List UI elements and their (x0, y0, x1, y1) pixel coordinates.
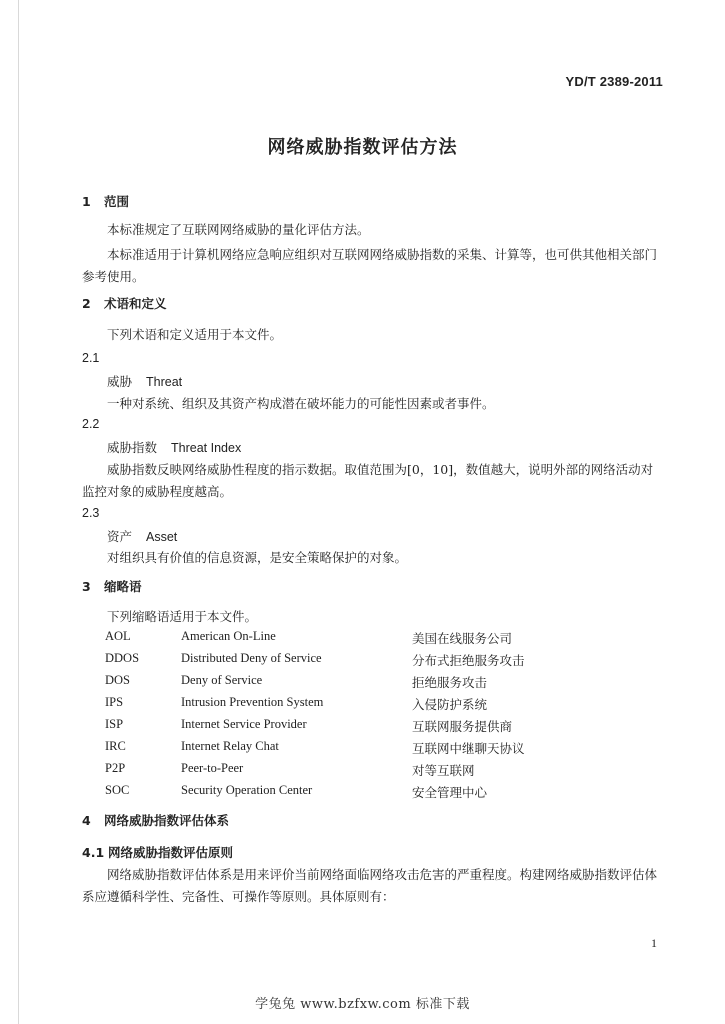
section-3-heading (82, 577, 142, 595)
term-2-3-number: 2.3 (82, 506, 100, 520)
section-2-heading (82, 294, 167, 312)
section-title: 范围 (104, 194, 130, 209)
section-1-paragraph-1: 本标准规定了互联网网络威胁的量化评估方法。 (107, 222, 370, 237)
section-4-1-heading (82, 843, 233, 861)
term-2-2-definition: 威胁指数反映网络威胁性程度的指示数据。取值范围为[0，10]，数值越大，说明外部的网络活动对监控对象的威胁程度越高。 (82, 462, 654, 499)
abbr-english: Distributed Deny of Service (181, 651, 322, 665)
section-number: 4.1 (82, 845, 105, 860)
abbr-code: DOS (105, 673, 131, 687)
term-zh: 资产 (107, 529, 133, 544)
abbr-code: DDOS (105, 651, 140, 665)
section-1-heading (82, 192, 129, 210)
term-2-2-name (107, 438, 241, 456)
section-title: 术语和定义 (104, 296, 167, 311)
term-2-3-name (107, 527, 177, 545)
term-2-3-definition: 对组织具有价值的信息资源，是安全策略保护的对象。 (107, 550, 408, 565)
term-2-1-number: 2.1 (82, 351, 100, 365)
section-number: 3 (82, 579, 91, 594)
term-en: Threat (146, 375, 183, 389)
abbr-chinese: 入侵防护系统 (412, 697, 488, 712)
section-1-paragraph-2: 本标准适用于计算机网络应急响应组织对互联网网络威胁指数的采集、计算等，也可供其他相关部门参考使用。 (82, 247, 658, 284)
term-en: Threat Index (171, 441, 242, 455)
term-2-2-number: 2.2 (82, 417, 100, 431)
abbr-code: ISP (105, 717, 124, 731)
document-title: 网络威胁指数评估方法 (267, 137, 458, 158)
standard-code: YD/T 2389-2011 (565, 74, 663, 89)
section-2-intro: 下列术语和定义适用于本文件。 (107, 327, 283, 342)
section-number: 2 (82, 296, 91, 311)
abbr-code: AOL (105, 629, 131, 643)
abbr-code: IPS (105, 695, 124, 709)
abbr-chinese: 对等互联网 (412, 763, 475, 778)
term-en: Asset (146, 530, 178, 544)
section-number: 4 (82, 813, 91, 828)
abbr-english: Internet Service Provider (181, 717, 307, 731)
term-2-1-name (107, 372, 182, 390)
abbr-chinese: 分布式拒绝服务攻击 (412, 653, 525, 668)
abbr-chinese: 拒绝服务攻击 (412, 675, 488, 690)
abbr-chinese: 互联网服务提供商 (412, 719, 513, 734)
abbr-english: Intrusion Prevention System (181, 695, 324, 709)
abbr-english: Internet Relay Chat (181, 739, 279, 753)
term-zh: 威胁 (107, 374, 133, 389)
term-2-1-definition: 一种对系统、组织及其资产构成潜在破坏能力的可能性因素或者事件。 (107, 396, 495, 411)
section-title: 缩略语 (104, 579, 142, 594)
abbr-code: P2P (105, 761, 126, 775)
abbr-code: IRC (105, 739, 126, 753)
page-number: 1 (651, 936, 657, 950)
section-4-1-paragraph: 网络威胁指数评估体系是用来评价当前网络面临网络攻击危害的严重程度。构建网络威胁指数评估体系应遵循科学性、完备性、可操作等原则。具体原则有： (82, 867, 658, 904)
abbr-english: Security Operation Center (181, 783, 313, 797)
section-3-intro: 下列缩略语适用于本文件。 (107, 609, 258, 624)
abbr-english: Peer-to-Peer (181, 761, 244, 775)
section-4-heading (82, 811, 229, 829)
section-title: 网络威胁指数评估原则 (108, 845, 234, 860)
abbr-code: SOC (105, 783, 130, 797)
section-number: 1 (82, 194, 91, 209)
section-title: 网络威胁指数评估体系 (104, 813, 230, 828)
abbr-english: American On-Line (181, 629, 276, 643)
abbr-chinese: 安全管理中心 (412, 785, 488, 800)
abbr-chinese: 互联网中继聊天协议 (412, 741, 525, 756)
footer-watermark: 学兔兔 www.bzfxw.com 标准下载 (255, 997, 470, 1012)
abbr-chinese: 美国在线服务公司 (412, 631, 513, 646)
term-zh: 威胁指数 (107, 440, 158, 455)
abbr-english: Deny of Service (181, 673, 263, 687)
